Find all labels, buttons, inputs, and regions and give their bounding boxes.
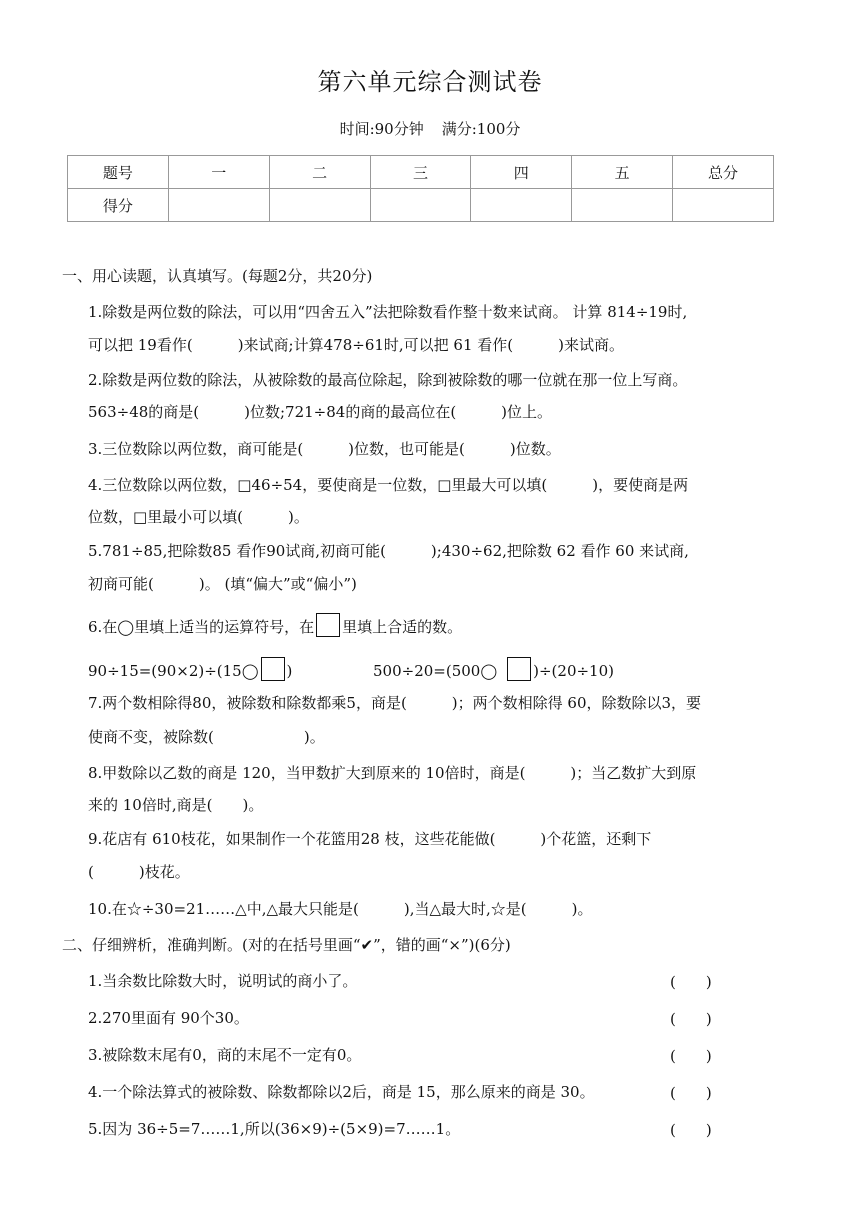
q6-expr2-left: 500÷20=(500◯ [373,662,498,680]
answer-box[interactable] [507,657,531,681]
q6-prefix: 6.在◯里填上适当的运算符号，在 [88,618,315,636]
section1-heading: 一、用心读题，认真填写。(每题2分，共20分) [62,267,373,285]
score-cell[interactable] [269,189,370,222]
score-cell[interactable] [370,189,471,222]
section2-heading: 二、仔细辨析，准确判断。(对的在括号里画“✔”，错的画“×”)(6分) [62,936,511,954]
score-table [67,155,774,222]
score-cell[interactable] [471,189,572,222]
question-line: 3.三位数除以两位数，商可能是( )位数，也可能是( )位数。 [88,440,561,458]
question-line: 8.甲数除以乙数的商是 120，当甲数扩大到原来的 10倍时，商是( )；当乙数扩大到原 [88,764,697,782]
full-score: 满分:100分 [441,120,521,138]
question-line: 来的 10倍时,商是( )。 [88,796,264,814]
judge-item: 1.当余数比除数大时，说明试的商小了。 [88,972,358,990]
judge-answer-bracket[interactable]: ( ) [670,1047,712,1065]
q6-expr1-left: 90÷15=(90×2)÷(15◯ [88,662,259,680]
score-cell[interactable] [572,189,673,222]
score-table-score-row [68,189,774,222]
q6-suffix: 里填上合适的数。 [342,618,463,636]
answer-box[interactable] [316,613,340,637]
score-table-header: 四 [471,156,572,189]
score-row-label: 得分 [68,189,169,222]
q6-expr2-right: )÷(20÷10) [533,662,614,680]
judge-item: 2.270里面有 90个30。 [88,1009,249,1027]
question-line: 1.除数是两位数的除法，可以用“四舍五入”法把除数看作整十数来试商。 计算 814÷19时, [88,303,688,321]
score-table-header-row [68,156,774,189]
q6-expression-2 [373,657,614,681]
question-line: 4.三位数除以两位数，□46÷54，要使商是一位数，□里最大可以填( )，要使商是两 [88,476,689,494]
judge-answer-bracket[interactable]: ( ) [670,1121,712,1139]
question-line: 位数，□里最小可以填( )。 [88,508,309,526]
question-line: 可以把 19看作( )来试商;计算478÷61时,可以把 61 看作( )来试商。 [88,336,624,354]
q6-expr1-right: ) [286,662,293,680]
judge-answer-bracket[interactable]: ( ) [670,1010,712,1028]
score-table-header: 五 [572,156,673,189]
judge-item: 3.被除数末尾有0，商的末尾不一定有0。 [88,1046,362,1064]
question-line: 使商不变，被除数( )。 [88,728,325,746]
score-table-header: 总分 [673,156,774,189]
question-line: 2.除数是两位数的除法，从被除数的最高位除起，除到被除数的哪一位就在那一位上写商。 [88,371,688,389]
question-line: 初商可能( )。 (填“偏大”或“偏小”) [88,575,357,593]
score-cell[interactable] [168,189,269,222]
judge-item: 4.一个除法算式的被除数、除数都除以2后，商是 15，那么原来的商是 30。 [88,1083,595,1101]
answer-box[interactable] [261,657,285,681]
q6-expression-1 [88,657,292,681]
judge-answer-bracket[interactable]: ( ) [670,973,712,991]
time-limit: 时间:90分钟 [339,120,424,138]
judge-answer-bracket[interactable]: ( ) [670,1084,712,1102]
question-line: 9.花店有 610枝花，如果制作一个花篮用28 枝，这些花能做( )个花篮，还剩下 [88,830,652,848]
score-table-header: 二 [269,156,370,189]
exam-info [0,118,860,139]
question-6 [88,613,462,637]
question-line: 7.两个数相除得80，被除数和除数都乘5，商是( )；两个数相除得 60，除数除以3，要 [88,694,702,712]
question-line: 10.在☆÷30=21……△中,△最大只能是( ),当△最大时,☆是( )。 [88,900,593,918]
question-line: 5.781÷85,把除数85 看作90试商,初商可能( );430÷62,把除数 62 看作 60 来试商, [88,542,689,560]
page-title: 第六单元综合测试卷 [317,68,543,96]
question-line: 563÷48的商是( )位数;721÷84的商的最高位在( )位上。 [88,403,553,421]
score-cell[interactable] [673,189,774,222]
score-table-header: 题号 [68,156,169,189]
score-table-header: 三 [370,156,471,189]
judge-item: 5.因为 36÷5=7……1,所以(36×9)÷(5×9)=7……1。 [88,1120,461,1138]
score-table-header: 一 [168,156,269,189]
question-line: ( )枝花。 [88,863,190,881]
